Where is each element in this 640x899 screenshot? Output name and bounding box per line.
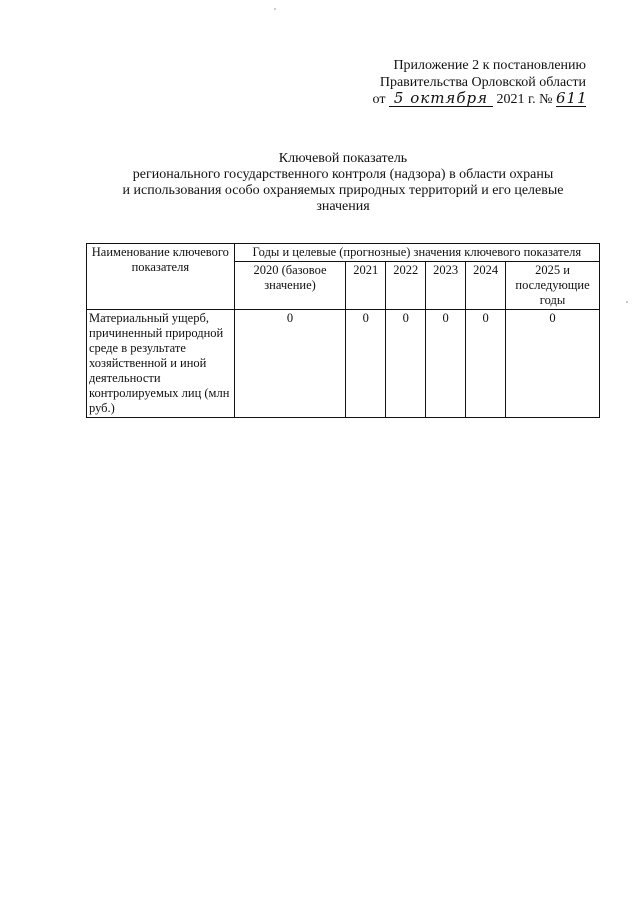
appendix-line-2: Правительства Орловской области bbox=[379, 75, 586, 90]
appendix-year-text: 2021 г. № bbox=[496, 92, 553, 107]
header-year-2023: 2023 bbox=[426, 262, 466, 310]
title-line-4: значения bbox=[316, 199, 370, 214]
value-2023: 0 bbox=[426, 310, 466, 418]
value-2022: 0 bbox=[386, 310, 426, 418]
kpi-table bbox=[86, 243, 600, 418]
appendix-line-1: Приложение 2 к постановлению bbox=[393, 58, 586, 73]
row-indicator-name: Материальный ущерб, причиненный природной среде в результате хозяйственной и иной деятельности контролируемых лиц (млн руб.) bbox=[87, 310, 235, 418]
handwritten-number: 611 bbox=[556, 89, 588, 107]
header-year-2022: 2022 bbox=[386, 262, 426, 310]
title-line-3: и использования особо охраняемых природных территорий и его целевые bbox=[122, 183, 564, 198]
appendix-block bbox=[326, 57, 586, 108]
value-2020: 0 bbox=[234, 310, 346, 418]
value-2024: 0 bbox=[466, 310, 506, 418]
header-year-2025-plus: 2025 и последующие годы bbox=[506, 262, 600, 310]
handwritten-date: 5 октября bbox=[389, 91, 493, 107]
title-line-2: регионального государственного контроля (надзора) в области охраны bbox=[132, 167, 554, 182]
value-2021: 0 bbox=[346, 310, 386, 418]
header-year-2020: 2020 (базовое значение) bbox=[234, 262, 346, 310]
scan-speck bbox=[626, 301, 628, 303]
header-years: Годы и целевые (прогнозные) значения ключевого показателя bbox=[234, 244, 599, 262]
appendix-line-3 bbox=[326, 91, 586, 108]
header-year-2021: 2021 bbox=[346, 262, 386, 310]
header-indicator-name: Наименование ключевого показателя bbox=[87, 244, 235, 310]
document-title bbox=[90, 151, 596, 215]
appendix-from-prefix: от bbox=[372, 92, 386, 107]
value-2025-plus: 0 bbox=[506, 310, 600, 418]
scan-speck bbox=[274, 8, 276, 10]
table-header-row-1 bbox=[87, 244, 600, 262]
header-year-2024: 2024 bbox=[466, 262, 506, 310]
title-line-1: Ключевой показатель bbox=[278, 151, 408, 166]
table-row bbox=[87, 310, 600, 418]
